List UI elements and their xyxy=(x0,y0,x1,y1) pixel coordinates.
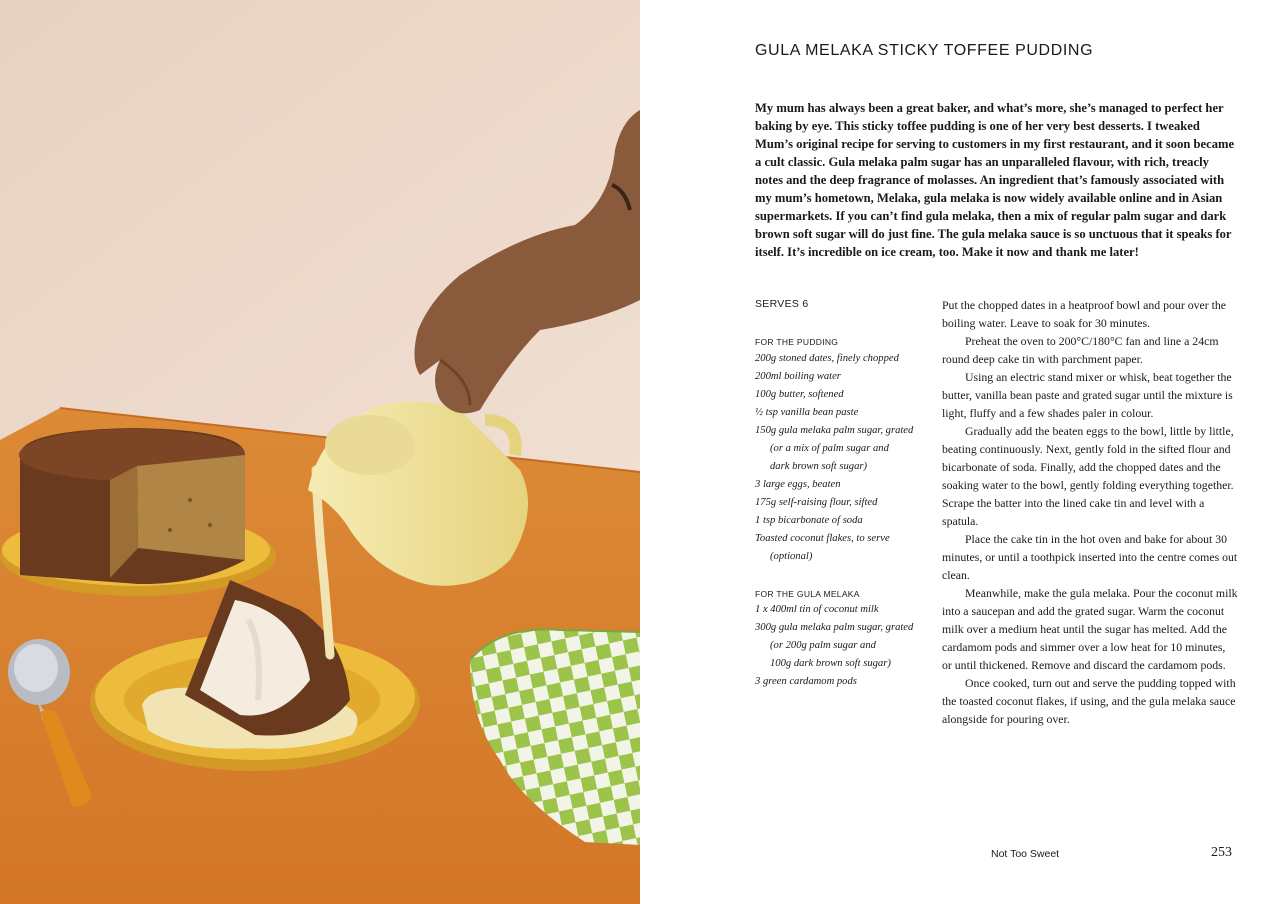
ingredient-item: dark brown soft sugar) xyxy=(770,461,868,472)
method-steps xyxy=(942,296,1238,728)
method-step: Once cooked, turn out and serve the pudding topped with the toasted coconut flakes, if using, and the gula melaka sauce alongside for pouring over. xyxy=(942,676,1236,726)
sauce-ingredients-heading: FOR THE GULA MELAKA xyxy=(755,589,860,599)
method-step: Using an electric stand mixer or whisk, beat together the butter, vanilla bean paste and grated sugar until the mixture is light, fluffy and a few shades paler in colour. xyxy=(942,370,1233,420)
recipe-intro: My mum has always been a great baker, and what’s more, she’s managed to perfect her baking by eye. This sticky toffee pudding is one of her very best desserts. I tweaked Mum’s original recipe for serving to customers in my first restaurant, and it soon became a cult classic. Gula melaka palm sugar has an unparalleled flavour, with rich, treacly notes and the deep fragrance of molasses. An ingredient that’s famously associated with my mum’s hometown, Melaka, gula melaka is now widely available online and in Asian supermarkets. If you can’t find gula melaka, then a mix of regular palm sugar and dark brown soft sugar will do just fine. The gula melaka sauce is so unctuous that it speaks for itself. It’s incredible on ice cream, too. Make it now and thank me later! xyxy=(755,101,1235,259)
recipe-title: GULA MELAKA STICKY TOFFEE PUDDING xyxy=(755,42,1094,59)
ingredient-item: 150g gula melaka palm sugar, grated xyxy=(755,425,914,436)
ingredient-item: (optional) xyxy=(770,551,813,562)
ingredient-item: 200ml boiling water xyxy=(755,371,841,382)
method-step: Meanwhile, make the gula melaka. Pour the coconut milk into a saucepan and add the grated sugar. Warm the coconut milk over a medium heat until the sugar has melted. Add the cardamom pods and simmer over a low heat for 10 minutes, or until thickened. Remove and discard the cardamom pods. xyxy=(942,586,1238,672)
ingredient-item: 100g butter, softened xyxy=(755,389,844,400)
method-step: Preheat the oven to 200°C/180°C fan and line a 24cm round deep cake tin with parchment paper. xyxy=(942,334,1219,366)
ingredient-item: 200g stoned dates, finely chopped xyxy=(755,353,899,364)
ingredient-item: ½ tsp vanilla bean paste xyxy=(755,407,859,418)
ingredient-item: 3 green cardamom pods xyxy=(755,676,857,687)
method-step: Gradually add the beaten eggs to the bowl, little by little, beating continuously. Next, gently fold in the sifted flour and bicarbonate of soda. Finally, add the chopped dates and the soaking water to the bowl, gently folding everything together. Scrape the batter into the lined cake tin and level with a spatula. xyxy=(942,424,1234,528)
ingredient-item: 1 x 400ml tin of coconut milk xyxy=(755,604,879,615)
serves-label: SERVES 6 xyxy=(755,298,809,310)
method-step: Place the cake tin in the hot oven and bake for about 30 minutes, or until a toothpick inserted into the centre comes out clean. xyxy=(942,532,1238,582)
ingredient-item: Toasted coconut flakes, to serve xyxy=(755,533,890,544)
ingredient-item: 100g dark brown soft sugar) xyxy=(770,658,891,669)
method-step: Put the chopped dates in a heatproof bowl and pour over the boiling water. Leave to soak for 30 minutes. xyxy=(942,298,1227,330)
recipe-page xyxy=(640,0,1280,904)
pudding-ingredients-heading: FOR THE PUDDING xyxy=(755,337,839,347)
sauce-ingredients-list xyxy=(755,601,935,691)
cake-plate xyxy=(0,428,276,596)
page-number: 253 xyxy=(1211,845,1232,860)
ingredient-item: (or 200g palm sugar and xyxy=(770,640,876,651)
ingredient-item: (or a mix of palm sugar and xyxy=(770,443,889,454)
ingredient-item: 175g self-raising flour, sifted xyxy=(755,497,878,508)
ingredient-item: 1 tsp bicarbonate of soda xyxy=(755,515,863,526)
footer-section-title: Not Too Sweet xyxy=(991,848,1060,860)
ingredient-item: 3 large eggs, beaten xyxy=(755,479,841,490)
ingredient-item: 300g gula melaka palm sugar, grated xyxy=(755,622,914,633)
pudding-ingredients-list xyxy=(755,350,935,566)
